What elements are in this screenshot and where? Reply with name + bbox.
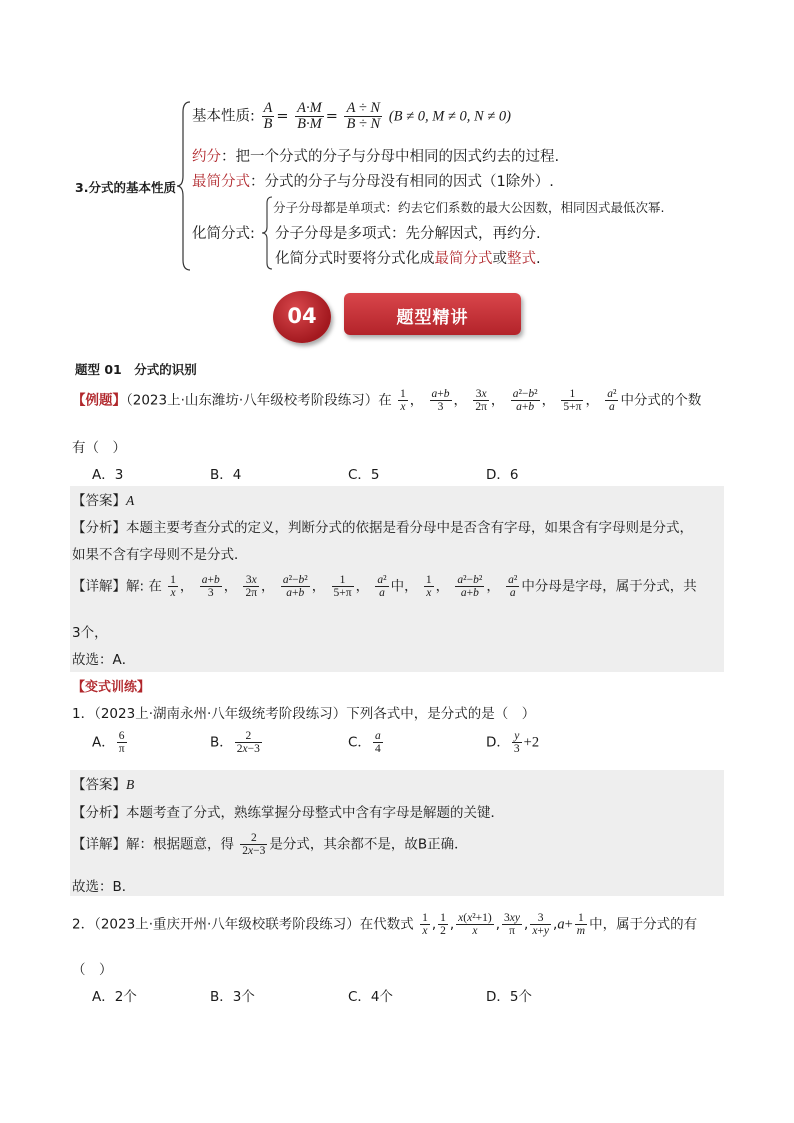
q2-option-c[interactable]: C．4个 [348, 989, 394, 1005]
q1-analysis: 【分析】本题考查了分式，熟练掌握分母整式中含有字母是解题的关键． [72, 805, 504, 821]
simplest-fraction-term: 最简分式 [434, 251, 493, 267]
basic-property-row: 基本性质: $\frac{A}{B}$ = $\frac{A\cdot M}{B\cdot M}$ = $\frac{A \div N}{B \div N}$ (B ≠ 0, M ≠ 0, N ≠ 0) [192, 100, 511, 133]
simplify-line-1: 分子分母都是单项式：约去它们系数的最大公因数，相同因式最低次幂. [273, 200, 665, 215]
example-line-2: 有（ ） [72, 440, 126, 456]
reduce-term: 约分 [192, 149, 221, 165]
example-tag: 【例题】 [72, 392, 126, 409]
q2-stem: 2．（2023上·重庆开州·八年级校联考阶段练习）在代数式 $\frac{1}{x}$ , $\frac{1}{2}$ , $\frac{\text{x(x²+1)}}{x}$ , $\frac{3xy}{\pi}$ , $\frac{3}{x+y}$ ,a+ $\frac{1}{m}$ 中，属于分式的有 [72, 912, 698, 938]
example-option-b[interactable]: B．4 [210, 467, 242, 483]
example-detail-2: 3个， [72, 625, 108, 641]
basic-condition: (B ≠ 0, M ≠ 0, N ≠ 0) [388, 108, 511, 125]
q2-option-d[interactable]: D．5个 [486, 989, 532, 1005]
q1-detail: 【详解】解：根据题意，得 $\frac{2}{2x-3}$ 是分式，其余都不是，故B正确． [72, 832, 468, 858]
example-choose: 故选：A． [72, 652, 136, 668]
basic-property-label: 基本性质: [192, 108, 255, 125]
simplify-label: 化简分式: [192, 226, 255, 242]
practice-tag: 【变式训练】 [72, 680, 151, 695]
simplest-text: ：分式的分子与分母没有相同的因式（1除外）. [250, 174, 554, 190]
example-option-c[interactable]: C．5 [348, 467, 380, 483]
example-answer: 【答案】A [72, 493, 135, 509]
reduce-row [192, 145, 559, 166]
fraction-a-times-m: $\frac{A\cdot M}{B\cdot M}$ [297, 100, 322, 133]
example-tail: 中分式的个数 [620, 392, 702, 409]
simplify-line-3: 化简分式时要将分式化成最简分式或整式. [275, 251, 541, 267]
example-option-d[interactable]: D．6 [486, 467, 519, 483]
banner-number-badge [273, 291, 331, 343]
fraction-a-over-b: $\frac{A}{B}$ [263, 100, 273, 133]
polynomial-term: 整式 [507, 251, 536, 267]
type-01-heading: 题型 01 分式的识别 [75, 362, 197, 377]
q1-option-a[interactable]: A． $\frac{6}{\pi}$ [92, 730, 125, 756]
outer-brace [176, 100, 192, 272]
section-banner [344, 293, 521, 335]
q2-option-a[interactable]: A．2个 [92, 989, 137, 1005]
frac-1-over-x: $\frac{1}{x}$ [400, 388, 406, 414]
simplify-line-2: 分子分母是多项式：先分解因式，再约分. [275, 226, 541, 242]
q2-option-b[interactable]: B．3个 [210, 989, 255, 1005]
simplest-row [192, 170, 554, 191]
example-detail: 【详解】解: 在 $\frac{1}{x}$ ， $\frac{a+b}{3}$ ， $\frac{3x}{2\pi}$ ， $\frac{\text{a²−b²}}{a+b}$ ， $\frac{1}{5+\pi}$ ， $\frac{\text{a²}}{a}$ 中， $\frac{1}{x}$ ， $\frac{\text{a²−b²}}{a+b}$ ， $\frac{\text{a²}}{a}$ 中分母是字母，属于分式，共 [72, 574, 697, 600]
q1-stem: 1．（2023上·湖南永州·八年级统考阶段练习）下列各式中，是分式的是（ ） [72, 706, 536, 722]
q1-option-b[interactable]: B． $\frac{2}{2x-3}$ [210, 730, 260, 756]
banner-title: 题型精讲 [396, 308, 469, 328]
example-source: （2023上·山东潍坊·八年级校考阶段练习）在 [126, 392, 392, 409]
inner-brace [261, 195, 273, 271]
example-stem: 【例题】（2023上·山东潍坊·八年级校考阶段练习）在 $\frac{1}{x}$ ， $\frac{a+b}{3}$ ， $\frac{3x}{2\pi}$ ， $\frac{\text{a²−b²}}{a+b}$ ， $\frac{1}{5+\pi}$ ， $\frac{\text{a²}}{a}$ 中分式的个数 [72, 388, 702, 414]
q1-option-c[interactable]: C． $\frac{a}{4}$ [348, 730, 381, 756]
q2-line-2: （ ） [72, 962, 113, 978]
banner-number: 04 [287, 304, 317, 328]
section-3-label: 3.分式的基本性质 [75, 180, 176, 195]
example-analysis-2: 如果不含有字母则不是分式． [72, 547, 248, 563]
q1-choose: 故选：B． [72, 879, 136, 895]
fraction-a-div-n: $\frac{A \div N}{B \div N}$ [346, 100, 381, 133]
simplest-term: 最简分式 [192, 174, 250, 190]
example-option-a[interactable]: A．3 [92, 467, 124, 483]
q1-answer: 【答案】B [72, 777, 135, 793]
reduce-text: ：把一个分式的分子与分母中相同的因式约去的过程. [221, 149, 560, 165]
example-analysis-1: 【分析】本题主要考查分式的定义，判断分式的依据是看分母中是否含有字母，如果含有字母则是分式， [72, 520, 693, 536]
q1-option-d[interactable]: D． $\frac{y}{3}$ +2 [486, 730, 540, 756]
